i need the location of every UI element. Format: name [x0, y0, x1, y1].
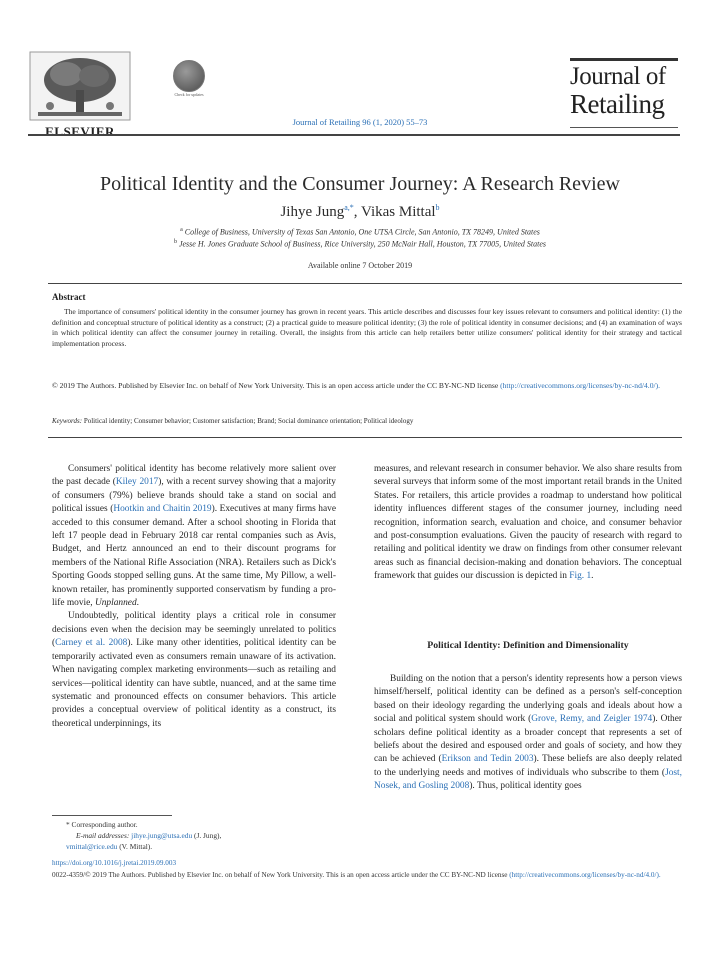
abstract-heading: Abstract [52, 292, 86, 302]
footnote-divider [52, 815, 172, 816]
abstract-copyright [52, 381, 682, 392]
citation-link[interactable]: Hootkin and Chaitin 2019 [113, 504, 212, 515]
journal-logo-line2: Retailing [570, 89, 665, 119]
body-paragraph: Building on the notion that a person's identity represents how a person views himself/herself, political identity can be defined as a person's self-conception based on their ideology regarding the underlying goals and ideals about how a social and political system should work (Grove, Remy, and Zeigler 1974). Other scholars define political identity as a broader concept that represents a set of beliefs about the desired and espoused order and goals of society, and how they can be achieved (Erikson and Tedin 2003). These beliefs are also deeply related to the underlying needs and motives of individuals who subscribe to them (Jost, Nosek, and Gosling 2008). Thus, political identity goes [374, 674, 683, 792]
keywords [52, 417, 682, 425]
license-footer [52, 870, 686, 880]
citation-link[interactable]: Jost, Nosek, and Gosling 2008 [374, 767, 682, 792]
header-divider [28, 134, 680, 136]
author-affiliation-mark[interactable]: b [435, 203, 440, 212]
keywords-list: Political identity; Consumer behavior; Customer satisfaction; Brand; Social dominance orientation; Political ideology [83, 417, 414, 425]
citation-link[interactable]: Erikson and Tedin 2003 [441, 754, 534, 765]
affiliation-text: Jesse H. Jones Graduate School of Business, Rice University, 250 McNair Hall, Houston, TX 77005, United States [178, 239, 547, 249]
author-list [40, 203, 680, 221]
affiliation-b [40, 239, 680, 249]
body-paragraph: measures, and relevant research in consumer behavior. We also share results from several surveys that inform some of the most important retail brands in the United States. For retailers, this article provides a roadmap to understand how political identity influences different stages of the consumer journey, including need recognition, information search, evaluation and choice, and consumer behavior and post-consumption evaluations. Given the paucity of research with regard to retailing and political identity we draw on findings from other consumer relevant areas such as financial decision-making and donation behaviors. The conceptual framework that guides our discussion is depicted in Fig. 1. [374, 464, 682, 582]
crossmark-label: Check for updates [174, 92, 204, 97]
body-paragraph: Undoubtedly, political identity plays a critical role in consumer decisions even when the decision may be seemingly unrelated to politics (Carney et al. 2008). Like many other identities, political identity can be temporarily activated even as consumers remain unaware of its activation. When navigating complex marketing environments—such as retailing and services—political identity can have subtle, nuanced, and at the same time systematic and pronounced effects on consumer behaviors. This article provides a conceptual overview of political identity as a construct, its theoretical underpinnings, its [52, 611, 336, 729]
email-owner: (V. Mittal). [117, 841, 153, 851]
affiliation-a [40, 227, 680, 237]
article-title: Political Identity and the Consumer Journey: A Research Review [100, 173, 620, 195]
email-addresses-cont [66, 842, 346, 853]
crossmark-icon [173, 60, 205, 92]
body-column-left [52, 463, 336, 731]
email-link[interactable]: jihye.jung@utsa.edu [131, 830, 193, 840]
publisher-name: ELSEVIER [45, 124, 115, 139]
available-online-date: Available online 7 October 2019 [307, 261, 413, 270]
keywords-label: Keywords: [52, 417, 83, 425]
email-link[interactable]: vmittal@rice.edu [66, 841, 118, 851]
author-name: Jihye Jung [280, 204, 345, 220]
abstract-bottom-divider [48, 437, 682, 438]
section-heading: Political Identity: Definition and Dimensionality [427, 640, 629, 651]
journal-logo-line1: Journal of [570, 63, 666, 90]
movie-title: Unplanned [94, 598, 137, 609]
copyright-text: © 2019 The Authors. Published by Elsevier Inc. on behalf of New York University. This is an open access article under the CC BY-NC-ND license [52, 381, 499, 390]
citation-link[interactable]: Grove, Remy, and Zeigler 1974 [531, 714, 653, 725]
crossmark-badge[interactable] [172, 60, 206, 100]
figure-link[interactable]: Fig. 1 [569, 571, 592, 582]
abstract-top-divider [48, 283, 682, 284]
license-text: 0022-4359/© 2019 The Authors. Published by Elsevier Inc. on behalf of New York University. This is an open access article under the CC BY-NC-ND license [52, 871, 508, 879]
corresponding-author-footnote [66, 820, 346, 852]
elsevier-logo [28, 50, 132, 142]
affiliation-text: College of Business, University of Texas San Antonio, One UTSA Circle, San Antonio, TX 78249, United States [184, 227, 540, 237]
body-column-right-section [374, 673, 682, 794]
author-name: Vikas Mittal [361, 204, 436, 220]
journal-citation[interactable]: Journal of Retailing 96 (1, 2020) 55–73 [292, 117, 428, 127]
affiliation-mark: b [173, 239, 177, 245]
elsevier-tree-icon [28, 50, 132, 122]
corresponding-author-label: * Corresponding author. [66, 820, 138, 829]
body-paragraph: Consumers' political identity has become relatively more salient over the past decade (Kiley 2017), with a recent survey showing that a majority of consumers (79%) believe brands should take a stand on social and political issues (Hootkin and Chaitin 2019). Executives at many firms have acceded to this consumer demand. After a school shooting in Florida that left 17 people dead in February 2018 car rental companies such as Avis, Budget, and Hertz announced an end to their discount programs for members of the National Rifle Association (NRA). Retailers such as Dick's Sporting Goods stopped selling guns. At the same time, My Pillow, a well-known retailer, has prominently supported conservatism by funding a pro-life movie, Unplanned. [52, 464, 337, 609]
abstract-text: The importance of consumers' political identity in the consumer journey has grown in recent years. This article describes and discusses four key issues relevant to consumers and political identity: (1) the definition and conceptual structure of political identity as a construct; (2) a practical guide to measure political identity; (3) the role of political identity in consumer decisions; and (4) an examination of ways in which political identity can affect the consumer journey in retailing. Overall, the insights from this article can help retailers better utilize consumers' political identity for their strategy and tactical implementation process. [52, 307, 682, 348]
doi-link[interactable]: https://doi.org/10.1016/j.jretai.2019.09.003 [52, 859, 177, 867]
citation-link[interactable]: Carney et al. 2008 [55, 638, 128, 649]
affiliation-mark: a [180, 227, 183, 233]
email-label: E-mail addresses: [76, 830, 130, 840]
email-addresses [66, 831, 346, 842]
journal-logo [570, 58, 678, 128]
email-owner: (J. Jung), [192, 830, 222, 840]
author-separator: , [353, 204, 362, 220]
license-link[interactable]: (http://creativecommons.org/licenses/by-nc-nd/4.0/). [509, 871, 661, 879]
citation-link[interactable]: Kiley 2017 [115, 477, 159, 488]
author-affiliation-mark[interactable]: a,* [344, 203, 354, 212]
body-column-right [374, 463, 682, 584]
license-link[interactable]: (http://creativecommons.org/licenses/by-nc-nd/4.0/). [500, 381, 661, 390]
